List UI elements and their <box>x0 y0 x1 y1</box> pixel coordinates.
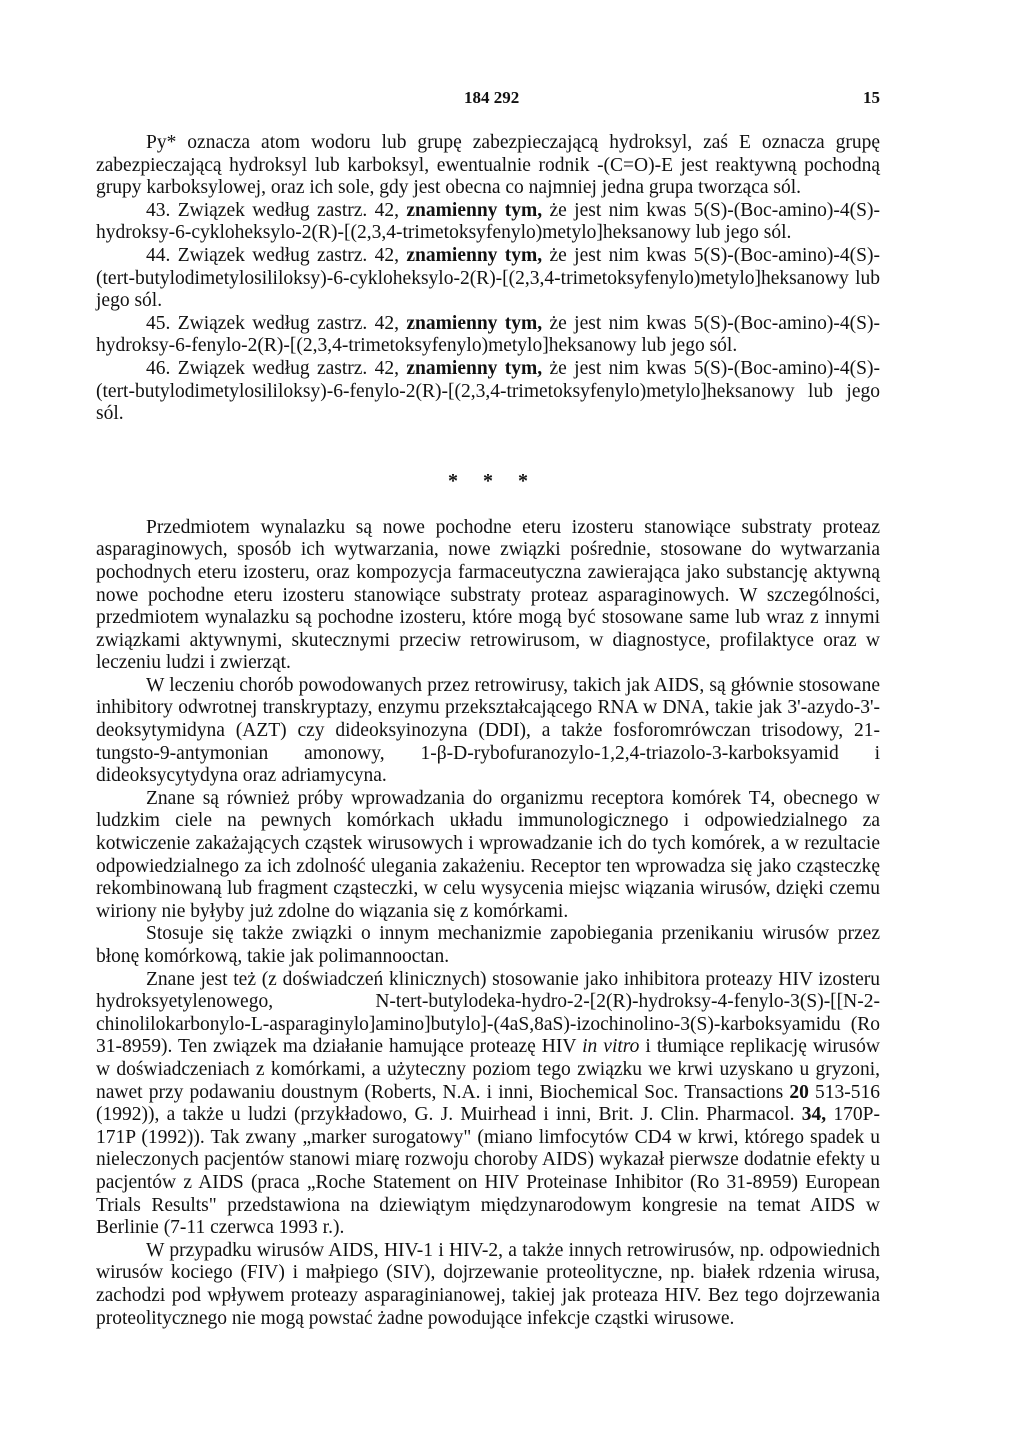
text-segment: i tłumiące replikację wirusów w doświadczeniach z komórkami, a użyteczny poziom tego związku we krwi uzyskano u gryzoni, nawet przy podawaniu doustnym (Roberts, N.A. i inni, Biochemical Soc. Transactions <box>96 1036 881 1103</box>
text-segment: 513-516 (1992)), a także u ludzi (przykładowo, G. J. Muirhead i inni, Brit. J. Clin. Pharmacol. <box>96 1081 881 1126</box>
claim-prefix: 45. Związek według zastrz. 42, <box>146 312 400 334</box>
volume-number: 20 <box>789 1081 809 1103</box>
claim-keyword: znamienny tym, <box>406 312 543 334</box>
paragraph-hiv-inhibitor <box>96 969 880 1240</box>
volume-number: 34, <box>801 1104 827 1126</box>
claim-43 <box>96 200 880 245</box>
text-segment: Znane jest też (z doświadczeń klinicznych) stosowanie jako inhibitora proteazy HIV izosteru hydroksyetylenowego, N-tert-butylodeka-hydro-2-[2(R)-hydroksy-4-fenylo-3(S)-[[N-2-chinolilokarbonylo-L-asparaginylo]amino]butylo]-(4aS,8aS)-izochinolino-3(S)-karboksyamidu (Ro 31-8959). Ten związek ma działanie hamujące proteazę HIV <box>96 968 880 1058</box>
claim-text: że jest nim kwas 5(S)-(Boc-amino)-4(S)-hydroksy-6-fenylo-2(R)-[(2,3,4-trimetoksyfenylo)metylo]heksanowy lub jego sól. <box>96 312 880 357</box>
claim-keyword: znamienny tym, <box>406 199 543 221</box>
intro-paragraph: Py* oznacza atom wodoru lub grupę zabezpieczającą hydroksyl, zaś E oznacza grupę zabezpieczającą hydroksyl lub karboksyl, ewentualnie rodnik -(C=O)-E jest reaktywną pochodną grupy karboksylowej, oraz ich sole, gdy jest obecna co najmniej jedna grupa tworząca sól. <box>96 132 880 199</box>
claim-46 <box>96 358 880 426</box>
paragraph-maturation: W przypadku wirusów AIDS, HIV-1 i HIV-2, a także innych retrowirusów, np. odpowiednich wirusów kociego (FIV) i małpiego (SIV), dojrzewanie proteolityczne, np. białek rdzenia wirusa, zachodzi pod wpływem proteazy asparaginianowej, takiej jak proteaza HIV. Bez tego dojrzewania proteolitycznego nie mogą powstać żadne powodujące infekcje cząstki wirusowe. <box>96 1239 880 1329</box>
paragraph-treatment: W leczeniu chorób powodowanych przez retrowirusy, takich jak AIDS, są głównie stosowane inhibitory odwrotnej transkryptazy, enzymu przekształcającego RNA w DNA, takie jak 3'-azydo-3'-deoksytymidyna (AZT) czy dideoksyinozyna (DDI), a także fosforomrówczan trisodowy, 21-tungsto-9-antymonian amonowy, 1-β-D-rybofuranozylo-1,2,4-triazolo-3-karboksyamid i dideoksycytydyna oraz adriamycyna. <box>96 674 880 787</box>
paragraph-membrane: Stosuje się także związki o innym mechanizmie zapobiegania przenikaniu wirusów przez błonę komórkową, takie jak polimannooctan. <box>96 923 880 967</box>
patent-number: 184 292 <box>464 88 520 107</box>
claim-44 <box>96 245 880 313</box>
paragraph-subject: Przedmiotem wynalazku są nowe pochodne eteru izosteru stanowiące substraty proteaz asparaginowych, sposób ich wytwarzania, nowe związki pośrednie, stosowane do wytwarzania pochodnych eteru izosteru, oraz kompozycja farmaceutyczna zawierająca jako substancję aktywną nowe pochodne eteru izosteru stanowiące substraty proteaz asparaginowych. W szczególności, przedmiotem wynalazku są pochodne izosteru, które mogą być stosowane same lub wraz z innymi związkami aktywnymi, skutecznymi przeciw retrowirusom, w diagnostyce, profilaktyce oraz w leczeniu ludzi i zwierząt. <box>96 516 880 674</box>
claim-keyword: znamienny tym, <box>406 244 543 266</box>
claim-prefix: 46. Związek według zastrz. 42, <box>146 357 400 379</box>
claim-keyword: znamienny tym, <box>406 357 543 379</box>
claim-text: że jest nim kwas 5(S)-(Boc-amino)-4(S)-(tert-butylodimetylosililoksy)-6-fenylo-2(R)-[(2,3,4-trimetoksyfenylo)metylo]heksanowy lub jego sól. <box>96 357 880 425</box>
claim-text: że jest nim kwas 5(S)-(Boc-amino)-4(S)-hydroksy-6-cykloheksylo-2(R)-[(2,3,4-trimetoksyfenylo)metylo]heksanowy lub jego sól. <box>96 199 880 244</box>
claim-prefix: 43. Związek według zastrz. 42, <box>146 199 400 221</box>
italic-term: in vitro <box>582 1036 640 1058</box>
paragraph-receptor: Znane są również próby wprowadzania do organizmu receptora komórek T4, obecnego w ludzkim ciele na pewnych komórkach układu immunologicznego i odpowiedzialnego za kotwiczenie zakażających cząstek wirusowych i wprowadzanie ich do tych komórek, a w rezultacie odpowiedzialnego za ich zdolność ulegania zakażeniu. Receptor ten wprowadza się jako cząsteczkę rekombinowaną lub fragment cząsteczki, w celu wysycenia miejsc wiązania wirusów, dzięki czemu wiriony nie byłyby już zdolne do wiązania się z komórkami. <box>96 787 880 922</box>
claim-text: że jest nim kwas 5(S)-(Boc-amino)-4(S)-(tert-butylodimetylosililoksy)-6-cykloheksylo-2(R)-[(2,3,4-trimetoksyfenylo)metylo]heksanowy lub jego sól. <box>96 244 880 312</box>
claim-prefix: 44. Związek według zastrz. 42, <box>146 244 400 266</box>
page-number: 15 <box>863 88 880 107</box>
document-page <box>96 88 880 1330</box>
text-segment: 170P-171P (1992)). Tak zwany „marker surogatowy" (miano limfocytów CD4 w krwi, którego spadek u nieleczonych pacjentów stanowi miarę rozwoju choroby AIDS) wykazał pierwsze dodatnie efekty u pacjentów z AIDS (praca „Roche Statement on HIV Proteinase Inhibitor (Ro 31-8959) European Trials Results" przedstawiona na dziewiątym międzynarodowym kongresie na temat AIDS w Berlinie (7-11 czerwca 1993 r.). <box>96 1104 880 1239</box>
page-header <box>96 88 880 118</box>
claim-45 <box>96 313 880 358</box>
section-separator: * * * <box>448 469 538 492</box>
